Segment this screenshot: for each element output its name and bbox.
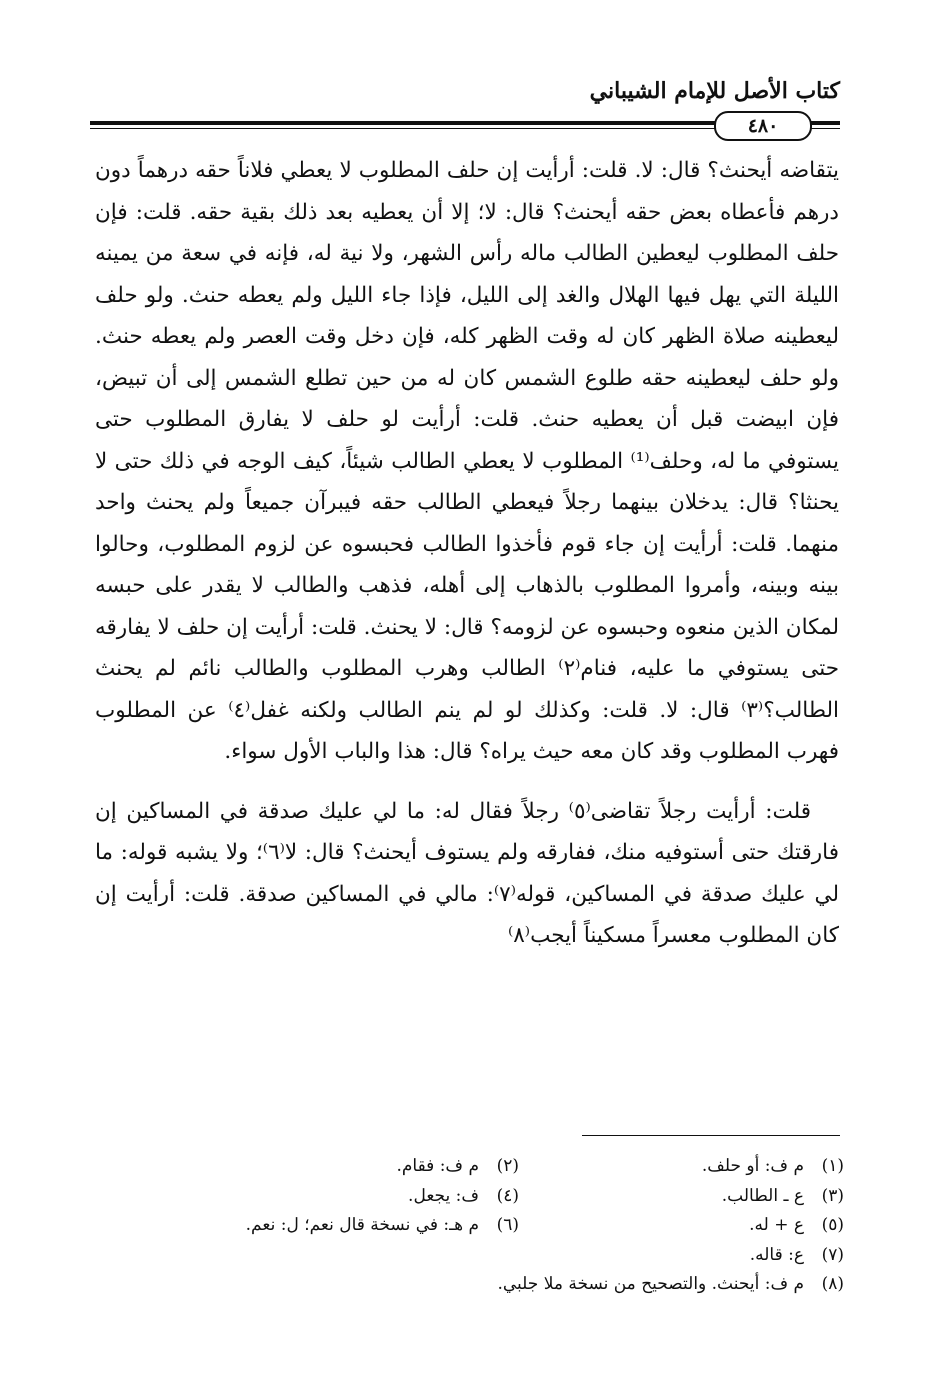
footnote-3 bbox=[519, 1182, 844, 1212]
footnote-number: (٧) bbox=[821, 1244, 844, 1265]
footnote-number: (٣) bbox=[821, 1185, 844, 1206]
page-number: ٤٨٠ bbox=[714, 111, 812, 141]
footnote-4 bbox=[104, 1182, 519, 1212]
footnote-number: (٥) bbox=[821, 1215, 844, 1235]
footnote-text: م هـ: في نسخة قال نعم؛ ل: نعم. bbox=[245, 1215, 479, 1235]
paragraph-2: قلت: أرأيت رجلاً تقاضى⁽٥⁾ رجلاً فقال له: ما لي عليك صدقة في المساكين إن فارقتك حتى أستوفيه منك، ففارقه ولم يستوف أيحنث؟ قال: لا⁽٦⁾؛ ولا يشبه قوله: ما لي عليك صدقة في المساكين، قوله⁽٧⁾: مالي في المساكين صدقة. قلت: أرأيت إن كان المطلوب معسراً مسكيناً أيجب⁽٨⁾ bbox=[95, 798, 839, 948]
footnote-number: (١) bbox=[821, 1156, 844, 1176]
main-text bbox=[95, 150, 839, 957]
footnote-separator bbox=[582, 1135, 840, 1136]
paragraph-1: يتقاضه أيحنث؟ قال: لا. قلت: أرأيت إن حلف المطلوب لا يعطي فلاناً حقه درهماً دون درهم فأعطاه بعض حقه أيحنث؟ قال: لا؛ إلا أن يعطيه بعد ذلك بقية حقه. قلت: فإن حلف المطلوب ليعطين الطالب ماله رأس الشهر، ولا نية له، فإنه في سعة من يمينه الليلة التي يهل فيها الهلال والغد إلى الليل، فإذا جاء الليل ولم يعطه حنث. ولو حلف ليعطينه صلاة الظهر كان له وقت الظهر كله، فإن دخل وقت العصر ولم يعطه حنث. ولو حلف ليعطينه حقه طلوع الشمس كان له من حين تطلع الشمس إلى أن تبيض، فإن ابيضت قبل أن يعطيه حنث. قلت: أرأيت لو حلف لا يفارق المطلوب حتى يستوفي ما له، وحلف⁽¹⁾ المطلوب لا يعطي الطالب شيئاً، كيف الوجه في ذلك حتى لا يحنثا؟ قال: يدخلان بينهما رجلاً فيعطي الطالب حقه فيبرآن جميعاً ولم يحنث واحد منهما. قلت: أرأيت إن جاء قوم فأخذوا الطالب فحبسوه عن لزوم المطلوب، وحالوا بينه وبينه، وأمروا المطلوب بالذهاب إلى أهله، فذهب والطالب لا يقدر على حبسه لمكان الذين منعوه وحبسوه عن لزومه؟ قال: لا يحنث. قلت: أرأيت إن حلف لا يفارقه حتى يستوفي ما عليه، فنام⁽٢⁾ الطالب وهرب المطلوب والطالب نائم لم يحنث الطالب؟⁽٣⁾ قال: لا. قلت: وكذلك لو لم ينم الطالب ولكنه غفل⁽٤⁾ عن المطلوب فهرب المطلوب وقد كان معه حيث يراه؟ قال: هذا والباب الأول سواء. bbox=[95, 158, 840, 764]
footnote-5 bbox=[519, 1211, 844, 1241]
book-title: كتاب الأصل للإمام الشيباني bbox=[589, 78, 840, 104]
footnote-text: م ف: فقام. bbox=[396, 1156, 479, 1176]
page-header bbox=[90, 78, 840, 138]
footnotes bbox=[104, 1152, 844, 1300]
footnote-number: (٦) bbox=[496, 1215, 519, 1235]
footnote-text: م ف: أيحنث. والتصحيح من نسخة ملا جلبي. bbox=[497, 1274, 804, 1294]
footnote-number: (٢) bbox=[496, 1156, 519, 1176]
footnote-8 bbox=[104, 1270, 844, 1300]
footnote-1 bbox=[519, 1152, 844, 1182]
footnote-text: ع + له. bbox=[749, 1215, 804, 1235]
footnote-text: ف: يجعل. bbox=[408, 1185, 479, 1206]
footnote-number: (٨) bbox=[821, 1274, 844, 1294]
footnote-7 bbox=[519, 1241, 844, 1271]
footnote-6 bbox=[104, 1211, 519, 1241]
footnote-text: ع: قاله. bbox=[749, 1244, 804, 1265]
footnote-row bbox=[104, 1241, 844, 1271]
footnote-2 bbox=[104, 1152, 519, 1182]
footnote-text: م ف: أو حلف. bbox=[701, 1156, 804, 1176]
footnote-row bbox=[104, 1152, 844, 1182]
footnote-row bbox=[104, 1270, 844, 1300]
footnote-number: (٤) bbox=[496, 1185, 519, 1206]
footnote-row bbox=[104, 1211, 844, 1241]
footnote-row bbox=[104, 1182, 844, 1212]
footnote-text: ع ـ الطالب. bbox=[721, 1185, 804, 1206]
